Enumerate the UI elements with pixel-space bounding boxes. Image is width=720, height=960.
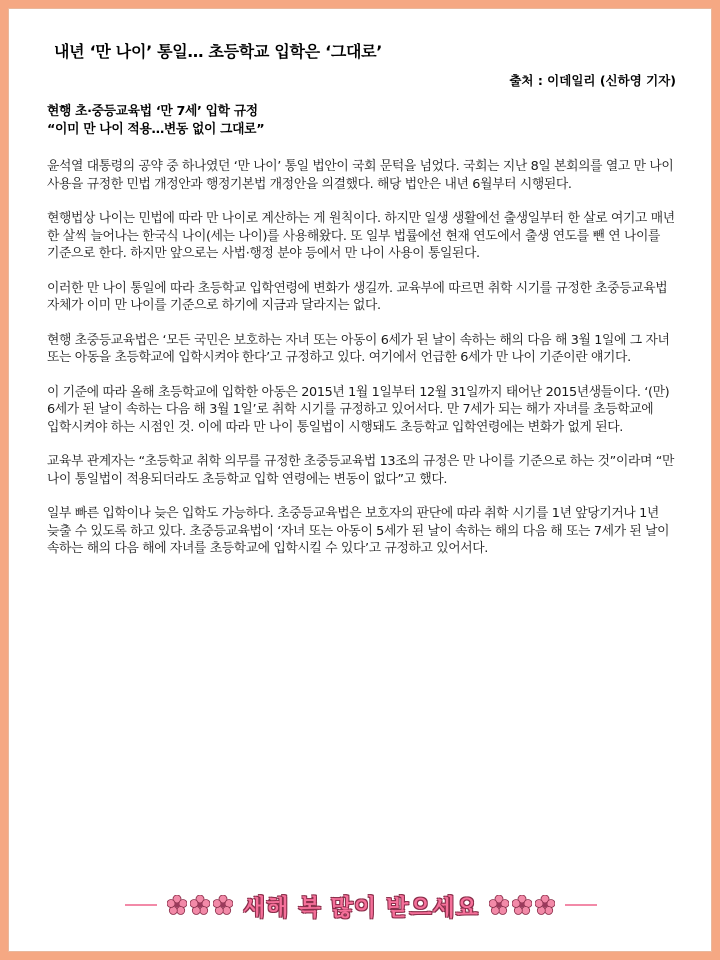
left-flower-group <box>167 895 233 915</box>
paragraph-4: 현행 초중등교육법은 ‘모든 국민은 보호하는 자녀 또는 아동이 6세가 된 날이 속하는 해의 다음 해 3월 1일에 그 자녀 또는 아동을 초등학교에 입학시켜야 한다’고 규정하고 있다. 여기에서 언급한 6세가 만 나이 기준이란 얘기다. <box>47 332 670 365</box>
paragraph-2: 현행법상 나이는 민법에 따라 만 나이로 계산하는 게 원칙이다. 하지만 일생 생활에선 출생일부터 한 살로 여기고 매년 한 살씩 늘어나는 한국식 나이(세는 나이)를 사용해왔다. 또 일부 법률에선 현재 연도에서 출생 연도를 뺀 연 나이를 기준으로 한다. 하지만 앞으로는 사법·행정 분야 등에서 만 나이 사용이 통일된다. <box>47 211 675 261</box>
paragraph-1: 윤석열 대통령의 공약 중 하나였던 ‘만 나이’ 통일 법안이 국회 문턱을 넘었다. 국회는 지난 8일 본회의를 열고 만 나이 사용을 규정한 민법 개정안과 행정기본법 개정안을 의결했다. 해당 법안은 내년 6월부터 시행된다. <box>47 159 674 192</box>
pink-flower-icon <box>535 895 555 915</box>
document-page <box>8 8 712 952</box>
subheading <box>47 103 683 138</box>
pink-flower-icon <box>489 895 509 915</box>
subheading-line-2: “이미 만 나이 적용…변동 없이 그대로” <box>47 121 265 137</box>
article-body <box>47 103 683 575</box>
left-dash <box>125 904 157 906</box>
paragraph-5: 이 기준에 따라 올해 초등학교에 입학한 아동은 2015년 1월 1일부터 12월 31일까지 태어난 2015년생들이다. ‘(만) 6세가 된 날이 속하는 다음 해 3월 1일’로 취학 시기를 규정하고 있어서다. 만 7세가 되는 해가 자녀를 초등학교에 입학시켜야 하는 시점인 것. 이에 따라 만 나이 통일법이 시행돼도 초등학교 입학연령에는 변화가 없게 된다. <box>47 384 670 435</box>
source-credit: 출처 : 이데일리 (신하영 기자) <box>509 73 676 88</box>
new-year-banner <box>9 887 713 923</box>
headline: 내년 ‘만 나이’ 통일… 초등학교 입학은 ‘그대로’ <box>54 42 383 61</box>
pink-flower-icon <box>512 895 532 915</box>
paragraph-6: 교육부 관계자는 “초등학교 취학 의무를 규정한 초중등교육법 13조의 규정은 만 나이를 기준으로 하는 것”이라며 “만 나이 통일법이 적용되더라도 초등학교 입학 연령에는 변동이 없다”고 했다. <box>47 454 675 487</box>
subheading-line-1: 현행 초·중등교육법 ‘만 7세’ 입학 규정 <box>47 104 258 119</box>
pink-flower-icon <box>167 895 187 915</box>
pink-flower-icon <box>190 895 210 915</box>
paragraph-7: 일부 빠른 입학이나 늦은 입학도 가능하다. 초중등교육법은 보호자의 판단에 따라 취학 시기를 1년 앞당기거나 1년 늦출 수 있도록 하고 있다. 초중등교육법이 ‘자녀 또는 아동이 5세가 된 날이 속하는 해의 다음 해 또는 7세가 된 날이 속하는 해의 다음 해에 자녀를 초등학교에 입학시킬 수 있다’고 규정하고 있어서다. <box>47 506 670 556</box>
right-dash <box>565 904 597 906</box>
paragraph-3: 이러한 만 나이 통일에 따라 초등학교 입학연령에 변화가 생길까. 교육부에 따르면 취학 시기를 규정한 초중등교육법 자체가 이미 만 나이를 기준으로 하기에 지금과 달라지는 없다. <box>47 280 668 313</box>
greeting-text: 새해 복 많이 받으세요 <box>243 894 479 921</box>
right-flower-group <box>489 895 555 915</box>
pink-flower-icon <box>213 895 233 915</box>
